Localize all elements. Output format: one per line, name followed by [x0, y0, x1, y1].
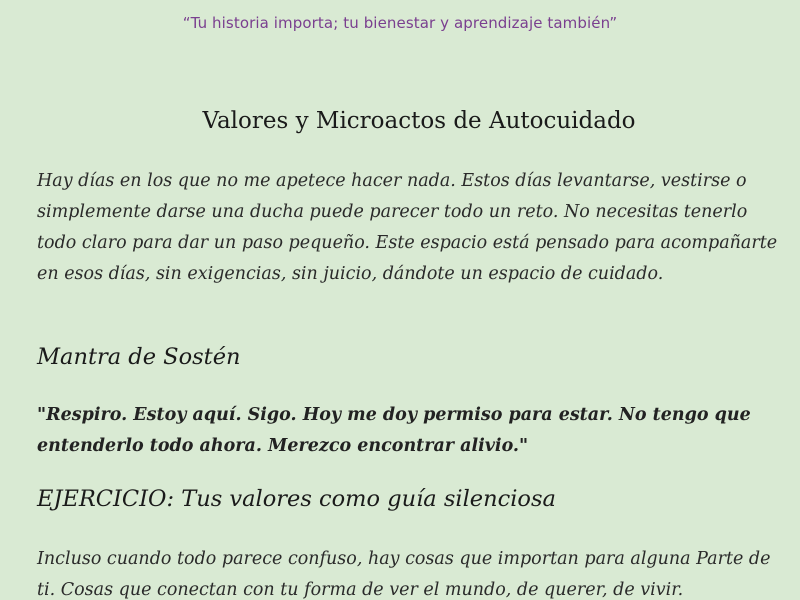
tagline: “Tu historia importa; tu bienestar y aprendizaje también”: [182, 14, 618, 32]
exercise-paragraph: Incluso cuando todo parece confuso, hay cosas que importan para alguna Parte de ti. Cosas que conectan con tu forma de ver el mundo, de querer, de vivir.: [37, 549, 771, 600]
page-title: Valores y Microactos de Autocuidado: [202, 108, 636, 134]
intro-paragraph: Hay días en los que no me apetece hacer nada. Estos días levantarse, vestirse o simplemente darse una ducha puede parecer todo un reto. No necesitas tenerlo todo claro para dar un paso pequeño. Este espacio está pensado para acompañarte en esos días, sin exigencias, sin juicio, dándote un espacio de cuidado.: [37, 171, 778, 284]
mantra-heading: Mantra de Sostén: [37, 344, 241, 370]
mantra-text: "Respiro. Estoy aquí. Sigo. Hoy me doy permiso para estar. No tengo que entenderlo todo ahora. Merezco encontrar alivio.": [37, 405, 751, 456]
exercise-heading: EJERCICIO: Tus valores como guía silenciosa: [37, 486, 556, 512]
